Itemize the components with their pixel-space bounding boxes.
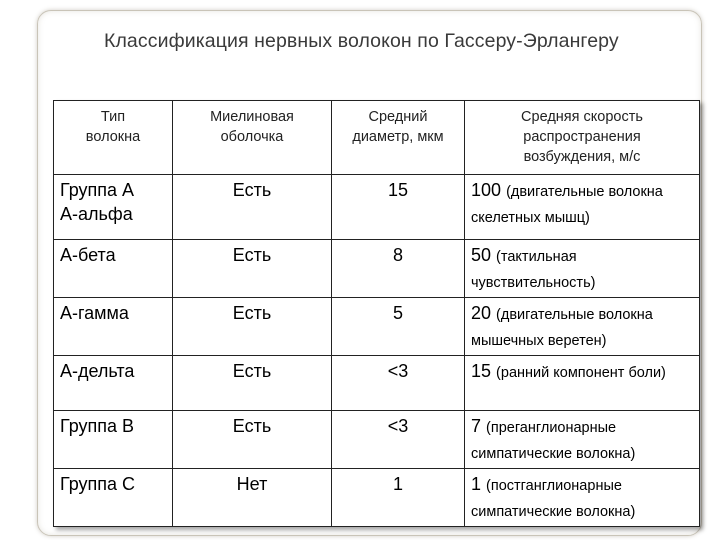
type-line: А-дельта <box>60 361 135 381</box>
cell-myelin: Нет <box>173 469 332 527</box>
cell-diameter: 8 <box>332 240 465 298</box>
cell-diameter: <3 <box>332 411 465 469</box>
type-line: Группа С <box>60 474 136 494</box>
table-row <box>54 469 700 527</box>
cell-speed <box>465 298 700 356</box>
fiber-classification-table <box>53 100 700 527</box>
cell-diameter: <3 <box>332 356 465 411</box>
cell-speed <box>465 411 700 469</box>
header-myelin <box>173 101 332 175</box>
type-line: Группа В <box>60 416 135 436</box>
type-line: А-гамма <box>60 303 129 323</box>
cell-speed <box>465 356 700 411</box>
table-header-row <box>54 101 700 175</box>
header-line: Тип <box>100 109 126 125</box>
header-diameter <box>332 101 465 175</box>
cell-fiber-type <box>54 298 173 356</box>
speed-value: 50 <box>471 245 492 265</box>
speed-value: 7 <box>471 416 482 436</box>
speed-note: (ранний компонент боли) <box>496 365 666 381</box>
cell-myelin: Есть <box>173 240 332 298</box>
speed-note: (постганглионарные симпатические волокна) <box>471 478 636 520</box>
cell-fiber-type <box>54 240 173 298</box>
header-line: Миелиновая <box>210 109 294 125</box>
cell-speed <box>465 240 700 298</box>
speed-note: (тактильная чувствительность) <box>471 249 596 291</box>
type-line: А-бета <box>60 245 116 265</box>
cell-fiber-type <box>54 411 173 469</box>
cell-diameter: 5 <box>332 298 465 356</box>
slide-title: Классификация нервных волокон по Гассеру-Эрлангеру <box>104 30 619 52</box>
speed-note: (двигательные волокна скелетных мышц) <box>471 184 663 226</box>
speed-note: (двигательные волокна мышечных веретен) <box>471 307 653 349</box>
cell-myelin: Есть <box>173 356 332 411</box>
table-row <box>54 411 700 469</box>
cell-fiber-type <box>54 469 173 527</box>
cell-diameter: 1 <box>332 469 465 527</box>
header-line: Средняя скорость <box>521 109 643 125</box>
table-row <box>54 356 700 411</box>
header-line: диаметр, мкм <box>352 129 444 145</box>
type-line: Группа А <box>60 180 135 200</box>
speed-value: 1 <box>471 474 482 494</box>
header-line: распространения <box>523 129 641 145</box>
speed-value: 15 <box>471 361 492 381</box>
cell-myelin: Есть <box>173 411 332 469</box>
header-fiber-type <box>54 101 173 175</box>
cell-myelin: Есть <box>173 175 332 240</box>
speed-value: 20 <box>471 303 492 323</box>
header-speed <box>465 101 700 175</box>
cell-speed <box>465 175 700 240</box>
speed-note: (преганглионарные симпатические волокна) <box>471 420 636 462</box>
table-row <box>54 175 700 240</box>
cell-diameter: 15 <box>332 175 465 240</box>
header-line: возбуждения, м/с <box>523 149 641 165</box>
cell-fiber-type <box>54 175 173 240</box>
cell-myelin: Есть <box>173 298 332 356</box>
cell-fiber-type <box>54 356 173 411</box>
type-line: А-альфа <box>60 204 133 224</box>
cell-speed <box>465 469 700 527</box>
header-line: Средний <box>368 109 428 125</box>
table-row <box>54 298 700 356</box>
header-line: оболочка <box>220 129 284 145</box>
header-line: волокна <box>85 129 141 145</box>
speed-value: 100 <box>471 180 502 200</box>
table-row <box>54 240 700 298</box>
